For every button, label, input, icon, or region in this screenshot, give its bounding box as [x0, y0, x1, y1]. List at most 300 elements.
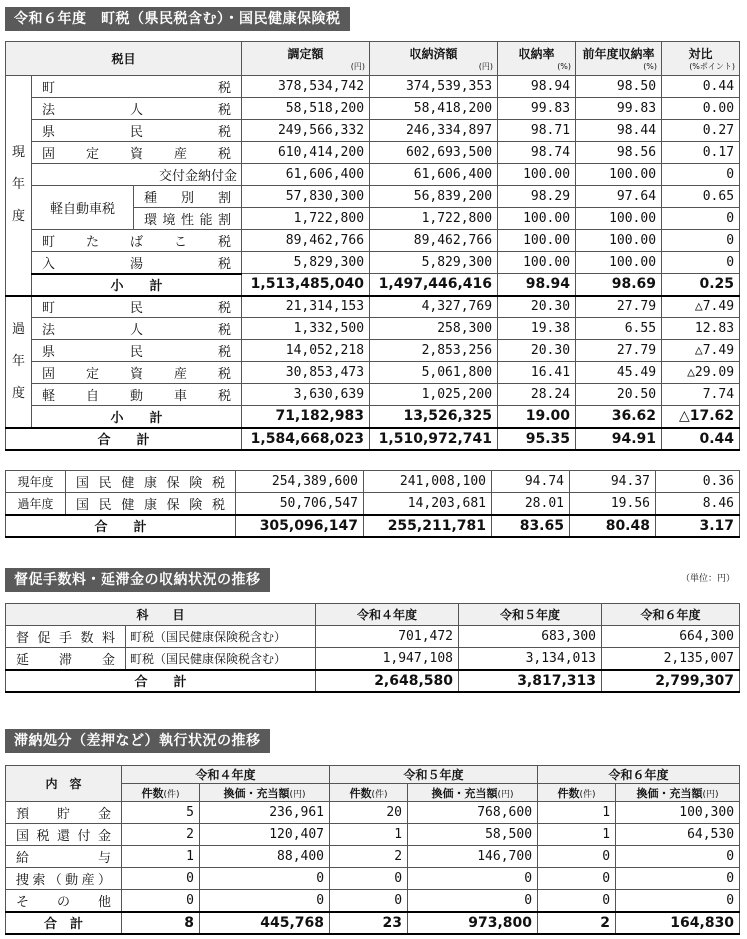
fee-row [6, 626, 740, 648]
row-label [6, 428, 242, 450]
cell-b: 1,510,972,741 [370, 428, 498, 450]
enf-cell: 100,300 [616, 802, 740, 824]
cell-c: 98.74 [498, 142, 576, 164]
cell-e: 0.65 [662, 186, 740, 208]
label-char: 人 [130, 103, 144, 118]
label-char: 法 [42, 323, 56, 338]
cell-c: 95.35 [498, 428, 576, 450]
cell-b: 246,334,897 [370, 120, 498, 142]
cell-c: 19.00 [498, 406, 576, 428]
enf-row [6, 846, 740, 868]
fees-header-item: 科 目 [6, 604, 316, 626]
label-text [36, 253, 237, 272]
label-char: 促 [37, 631, 51, 646]
cell-c: 100.00 [498, 164, 576, 186]
cell-d: 100.00 [576, 208, 662, 230]
enf-cell: 1 [538, 802, 616, 824]
year-label: 過年度 [6, 493, 66, 515]
cell-a: 2,648,580 [316, 670, 459, 692]
cell-e: 12.83 [662, 318, 740, 340]
label-char: 康 [143, 476, 157, 491]
cell-a: 71,182,983 [242, 406, 370, 428]
cell-a: 57,830,300 [242, 186, 370, 208]
label-char: 税 [111, 52, 124, 66]
label-char: 国 [16, 829, 30, 844]
label-char: 貯 [56, 807, 70, 822]
cell-b: 61,606,400 [370, 164, 498, 186]
enf-count-header [538, 784, 616, 802]
label-text [10, 649, 121, 668]
enf-row [6, 868, 740, 890]
enf-cell: 0 [122, 890, 200, 912]
past-year-row [6, 340, 740, 362]
amount-unit: (円) [702, 789, 719, 800]
enf-cell: 120,407 [200, 824, 330, 846]
enf-row [6, 824, 740, 846]
label-char: 金 [97, 807, 111, 822]
label-char: 料 [101, 631, 115, 646]
enf-cell: 0 [330, 868, 408, 890]
label-text: 合 計 [134, 675, 187, 690]
label-char: 税 [218, 235, 232, 250]
row-label [6, 626, 126, 648]
header-diff: 対比 (%ポイント) [662, 42, 740, 76]
cell-a: 58,518,200 [242, 98, 370, 120]
cell-a: 254,389,600 [236, 471, 364, 493]
label-char: 民 [130, 345, 144, 360]
label-char: 人 [130, 323, 144, 338]
row-label [32, 142, 242, 164]
label-text [10, 825, 117, 844]
current-year-row [6, 230, 740, 252]
cell-a: 5,829,300 [242, 252, 370, 274]
label-text [36, 99, 237, 118]
label-char: 保 [166, 497, 180, 513]
current-year-row [6, 120, 740, 142]
label-char: 督 [16, 631, 30, 646]
cell-c: 100.00 [498, 252, 576, 274]
cell-c: 19.38 [498, 318, 576, 340]
enf-total-cell: 8 [122, 912, 200, 934]
row-label [32, 98, 242, 120]
label-text [36, 341, 237, 360]
section-title-fees: 督促手数料・延滞金の収納状況の推移 [5, 568, 270, 592]
row-label [6, 802, 122, 824]
label-char: 固 [42, 147, 56, 162]
cell-b: 13,526,325 [370, 406, 498, 428]
label-char: 滞 [58, 652, 72, 668]
row-label [32, 252, 242, 274]
row-label [32, 406, 242, 428]
cell-e: △17.62 [662, 406, 740, 428]
cell-d: 98.50 [576, 76, 662, 98]
grand-total-row [6, 428, 740, 450]
label-char: の [56, 894, 70, 910]
cell-c: 16.41 [498, 362, 576, 384]
enf-cell: 1 [122, 846, 200, 868]
row-label [6, 648, 126, 670]
label-char: 固 [42, 367, 56, 382]
label-text: 小 計 [110, 410, 163, 426]
cell-a: 50,706,547 [236, 493, 364, 515]
cell-b: 3,134,013 [459, 648, 602, 670]
past-year-label: 過 年 度 [6, 296, 32, 428]
enf-cell: 0 [616, 846, 740, 868]
cell-e: 0.00 [662, 98, 740, 120]
row-label [32, 384, 242, 406]
label-char: 動 [65, 873, 79, 888]
label-char: 他 [97, 894, 111, 910]
row-label [6, 890, 122, 912]
cell-b: 4,327,769 [370, 296, 498, 318]
cell-a: 14,052,218 [242, 340, 370, 362]
cell-c: 2,799,307 [602, 670, 740, 692]
header-prev-rate: 前年度収納率 (%) [576, 42, 662, 76]
enforcement-table [5, 765, 740, 935]
fee-row [6, 648, 740, 670]
label-text [10, 847, 117, 866]
enf-amount-header [408, 784, 538, 802]
cell-c: 98.29 [498, 186, 576, 208]
label-char: 自 [86, 389, 100, 404]
label-text [36, 297, 237, 316]
enf-cell: 5 [122, 802, 200, 824]
cell-d: 80.48 [570, 515, 656, 537]
enf-cell: 0 [538, 846, 616, 868]
cell-e: 0.17 [662, 142, 740, 164]
cell-c: 98.94 [498, 76, 576, 98]
label-text [10, 627, 121, 646]
cell-b: 1,722,800 [370, 208, 498, 230]
label-char: 延 [16, 652, 30, 668]
enf-cell: 58,500 [408, 824, 538, 846]
year-label: 現年度 [6, 471, 66, 493]
row-label [32, 340, 242, 362]
nhi-row [6, 471, 740, 493]
cell-a: 21,314,153 [242, 296, 370, 318]
current-year-label: 現 年 度 [6, 76, 32, 296]
label-char: た [86, 235, 100, 250]
cell-c: 100.00 [498, 230, 576, 252]
cell-b: 255,211,781 [364, 515, 492, 537]
cell-d: 98.44 [576, 120, 662, 142]
label-text [36, 231, 237, 250]
label-char: 環 [144, 213, 158, 228]
enf-total-row [6, 912, 740, 934]
section-title-enforcement: 滞納処分（差押など）執行状況の推移 [5, 729, 270, 753]
cell-d: 27.79 [576, 296, 662, 318]
cell-b: 89,462,766 [370, 230, 498, 252]
cell-c: 100.00 [498, 208, 576, 230]
past-year-row [6, 296, 740, 318]
label-text [36, 121, 237, 140]
cell-a: 1,332,500 [242, 318, 370, 340]
amount-label: 換価・充当額 [223, 786, 290, 800]
row-label [6, 846, 122, 868]
row-label [32, 362, 242, 384]
row-label [66, 493, 236, 515]
count-unit: (件) [579, 789, 596, 800]
row-label [6, 868, 122, 890]
cell-d: 20.50 [576, 384, 662, 406]
enf-cell: 0 [122, 868, 200, 890]
label-char: 税 [218, 389, 232, 404]
past-year-row [6, 362, 740, 384]
cell-d: 19.56 [570, 493, 656, 515]
label-char: （ [48, 873, 62, 888]
label-char: 種 [144, 191, 158, 206]
label-text: 小 計 [110, 279, 163, 294]
count-label: 件数 [141, 786, 164, 800]
label-char: 町 [42, 81, 56, 96]
enf-cell: 236,961 [200, 802, 330, 824]
label-char: 湯 [130, 256, 144, 272]
label-text: 合 計 [94, 520, 147, 535]
cell-b: 683,300 [459, 626, 602, 648]
enf-amount-header [200, 784, 330, 802]
enf-total-cell: 164,830 [616, 912, 740, 934]
cell-a: 3,630,639 [242, 384, 370, 406]
cell-a: 1,947,108 [316, 648, 459, 670]
row-label [32, 76, 242, 98]
cell-e: 0.44 [662, 76, 740, 98]
label-char: 定 [86, 367, 100, 382]
cell-b: 374,539,353 [370, 76, 498, 98]
cell-a: 1,722,800 [242, 208, 370, 230]
cell-b: 258,300 [370, 318, 498, 340]
cell-c: 28.01 [492, 493, 570, 515]
enf-cell: 0 [538, 868, 616, 890]
fees-header-row [6, 604, 740, 626]
label-char: 保 [166, 476, 180, 491]
cell-e: 0 [662, 230, 740, 252]
enf-cell: 2 [122, 824, 200, 846]
past-subtotal-row [6, 406, 740, 428]
section-title-town-tax: 令和６年度 町税（県民税含む）・国民健康保険税 [5, 7, 350, 31]
health-insurance-table [5, 470, 740, 538]
label-char: 税 [218, 103, 232, 118]
cell-e: △7.49 [662, 296, 740, 318]
cell-e: 0.27 [662, 120, 740, 142]
label-text [138, 187, 237, 206]
enf-amount-header [616, 784, 740, 802]
cell-a: 249,566,332 [242, 120, 370, 142]
cell-d: 94.91 [576, 428, 662, 450]
label-char: 税 [218, 323, 232, 338]
cell-c: 98.71 [498, 120, 576, 142]
cell-b: 14,203,681 [364, 493, 492, 515]
enf-cell: 0 [330, 890, 408, 912]
cell-e: 0 [662, 208, 740, 230]
enf-header-item: 内 容 [6, 766, 122, 802]
label-char: 税 [218, 345, 232, 360]
label-text [36, 385, 237, 404]
nhi-row [6, 493, 740, 515]
cell-e: 0.25 [662, 274, 740, 296]
label-char: 国 [76, 497, 90, 513]
label-char: 目 [123, 52, 136, 66]
label-char: 国 [76, 476, 90, 491]
label-char: 税 [218, 256, 232, 272]
label-char: 税 [211, 476, 225, 491]
cell-c: 20.30 [498, 340, 576, 362]
cell-a: 378,534,742 [242, 76, 370, 98]
fees-table [5, 603, 740, 693]
label-char: 境 [162, 213, 176, 228]
label-char: 税 [36, 829, 50, 844]
cell-d: 99.83 [576, 98, 662, 120]
fees-header-y1: 令和４年度 [316, 604, 459, 626]
enf-row [6, 890, 740, 912]
label-text [10, 869, 117, 888]
label-text [70, 472, 231, 491]
enf-header-row1 [6, 766, 740, 784]
label-char: 金 [101, 652, 115, 668]
cell-e: △29.09 [662, 362, 740, 384]
label-char: 民 [130, 301, 144, 317]
past-year-row [6, 384, 740, 406]
enf-header-y1: 令和４年度 [122, 766, 330, 784]
label-text: 交付金納付金 [159, 169, 238, 184]
label-char: 別 [181, 191, 195, 206]
cell-b: 5,061,800 [370, 362, 498, 384]
cell-d: 98.69 [576, 274, 662, 296]
cell-c: 20.30 [498, 296, 576, 318]
label-char: 健 [121, 476, 135, 491]
label-char: 数 [80, 631, 94, 646]
count-label: 件数 [557, 786, 580, 800]
label-text [36, 143, 237, 162]
cell-d: 100.00 [576, 252, 662, 274]
enf-cell: 2 [330, 846, 408, 868]
label-text [36, 363, 237, 382]
enf-cell: 0 [408, 890, 538, 912]
nhi-total-row [6, 515, 740, 537]
unit-note: （単位：円） [680, 574, 735, 584]
label-char: 税 [218, 125, 232, 140]
label-char: 民 [98, 497, 112, 513]
enf-total-cell: 445,768 [200, 912, 330, 934]
header-item [6, 42, 242, 76]
enf-cell: 88,400 [200, 846, 330, 868]
cell-c: 83.65 [492, 515, 570, 537]
enf-cell: 0 [200, 868, 330, 890]
current-subtotal-row [6, 274, 740, 296]
enf-header-y2: 令和５年度 [330, 766, 538, 784]
cell-b: 3,817,313 [459, 670, 602, 692]
enf-cell: 146,700 [408, 846, 538, 868]
enf-count-header [330, 784, 408, 802]
label-text [10, 891, 117, 910]
current-year-row [6, 186, 740, 208]
label-char: こ [174, 235, 188, 250]
label-char: 産 [174, 367, 188, 382]
label-char: ） [97, 873, 111, 888]
cell-a: 305,096,147 [236, 515, 364, 537]
amount-label: 換価・充当額 [431, 786, 498, 800]
cell-e: 0.36 [656, 471, 740, 493]
header-assessed: 調定額 (円) [242, 42, 370, 76]
cell-c: 99.83 [498, 98, 576, 120]
enf-header-y3: 令和６年度 [538, 766, 740, 784]
label-char: 性 [181, 213, 195, 228]
header-rate: 収納率 (%) [498, 42, 576, 76]
cell-e: 0 [662, 252, 740, 274]
row-label [32, 164, 242, 186]
label-char: 民 [98, 476, 112, 491]
label-char: 康 [143, 497, 157, 513]
enf-cell: 0 [408, 868, 538, 890]
label-char: 与 [97, 851, 111, 866]
cell-b: 56,839,200 [370, 186, 498, 208]
amount-unit: (円) [497, 789, 514, 800]
count-label: 件数 [349, 786, 372, 800]
fees-header-y3: 令和６年度 [602, 604, 740, 626]
label-char: 町 [42, 235, 56, 250]
label-char: 税 [218, 81, 232, 96]
cell-e: 0.44 [662, 428, 740, 450]
enf-cell: 0 [616, 890, 740, 912]
cell-c: 28.24 [498, 384, 576, 406]
enf-row [6, 802, 740, 824]
past-year-row [6, 318, 740, 340]
cell-e: △7.49 [662, 340, 740, 362]
label-char: 町 [42, 301, 56, 317]
fees-total-row [6, 670, 740, 692]
row-sub-label: 町税（国民健康保険税含む） [126, 626, 316, 648]
cell-a: 610,414,200 [242, 142, 370, 164]
label-char: 税 [218, 301, 232, 317]
label-char: 健 [121, 497, 135, 513]
row-label [6, 670, 316, 692]
label-char: 割 [218, 191, 232, 206]
cell-e: 7.74 [662, 384, 740, 406]
current-year-row [6, 98, 740, 120]
cell-d: 100.00 [576, 230, 662, 252]
row-label [6, 912, 122, 934]
cell-a: 701,472 [316, 626, 459, 648]
enf-total-cell: 973,800 [408, 912, 538, 934]
fees-header-y2: 令和５年度 [459, 604, 602, 626]
cell-b: 1,497,446,416 [370, 274, 498, 296]
label-char: 険 [189, 476, 203, 491]
label-char: 産 [81, 873, 95, 888]
label-text: 合 計 [97, 433, 150, 448]
label-text [36, 77, 237, 96]
row-label [32, 230, 242, 252]
label-char: 給 [16, 851, 30, 866]
label-char: 税 [218, 147, 232, 162]
label-char: 捜 [16, 873, 30, 888]
row-label [32, 296, 242, 318]
label-char: 資 [130, 147, 144, 162]
header-collected: 収納済額 (円) [370, 42, 498, 76]
label-char: 還 [56, 829, 70, 844]
row-label [134, 208, 242, 230]
current-year-row [6, 164, 740, 186]
row-label [66, 471, 236, 493]
label-char: 軽 [42, 389, 56, 404]
cell-d: 100.00 [576, 164, 662, 186]
row-label [6, 824, 122, 846]
enf-cell: 0 [200, 890, 330, 912]
current-year-row [6, 252, 740, 274]
enf-cell: 20 [330, 802, 408, 824]
row-label [32, 274, 242, 296]
kei-label: 軽自動車税 [32, 186, 134, 230]
label-char: 法 [42, 103, 56, 118]
label-char: 手 [58, 631, 72, 646]
